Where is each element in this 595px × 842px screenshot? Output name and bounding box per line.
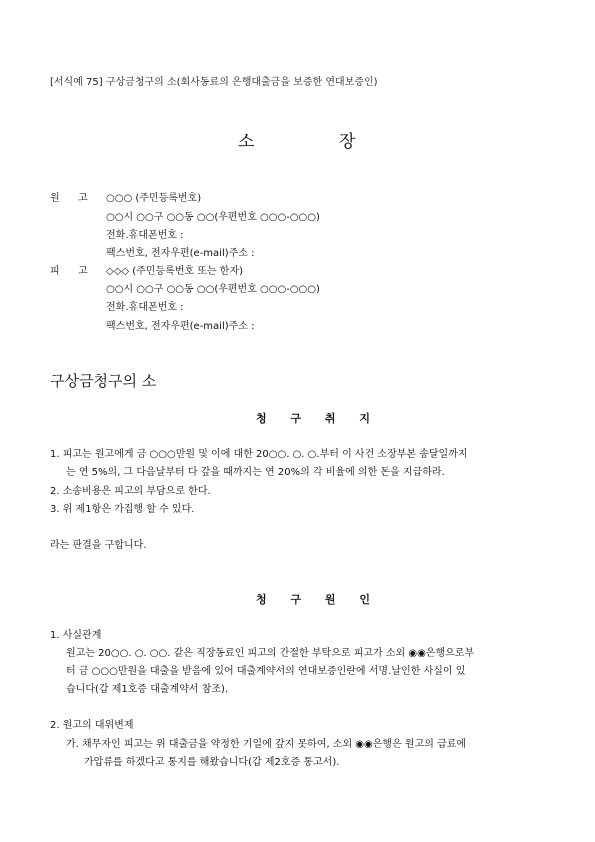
plaintiff-role-char-1: 원: [50, 193, 60, 204]
claim-cause-heading: 청 구 원 인: [256, 593, 380, 606]
claim-purpose-item-3: 3. 위 제1항은 가집행 할 수 있다.: [50, 504, 195, 515]
defendant-phone: 전화․휴대폰번호 :: [106, 302, 184, 313]
plaintiff-fax-email: 팩스번호, 전자우편(e-mail)주소 :: [106, 248, 255, 259]
document-title-char-2: 장: [339, 132, 356, 152]
defendant-role-char-1: 피: [50, 266, 60, 277]
plaintiff-phone: 전화․휴대폰번호 :: [106, 230, 184, 241]
defendant-fax-email: 팩스번호, 전자우편(e-mail)주소 :: [106, 321, 255, 332]
case-title: 구상금청구의 소: [50, 372, 157, 390]
claim-purpose-item-2: 2. 소송비용은 피고의 부담으로 한다.: [50, 486, 211, 497]
plaintiff-role-char-2: 고: [78, 193, 88, 204]
claim-cause-section-1-title: 1. 사실관계: [50, 630, 102, 641]
claim-purpose-heading: 청 구 취 지: [256, 412, 380, 425]
claim-cause-section-1-line-3: 습니다(갑 제1호증 대출계약서 참조).: [66, 684, 229, 695]
claim-purpose-item-1-line-2: 는 연 5%의, 그 다음날부터 다 갚을 때까지는 연 20%의 각 비율에 의한 돈을 지급하라.: [66, 467, 445, 478]
judgment-request: 라는 판결을 구합니다.: [50, 540, 147, 551]
form-label: [서식예 75] 구상금청구의 소(회사동료의 은행대출금을 보증한 연대보증인): [50, 77, 378, 88]
plaintiff-address: ○○시 ○○구 ○○동 ○○(우편번호 ○○○-○○○): [106, 212, 320, 223]
defendant-address: ○○시 ○○구 ○○동 ○○(우편번호 ○○○-○○○): [106, 284, 320, 295]
claim-cause-section-1-line-2: 터 금 ○○○만원을 대출을 받음에 있어 대출계약서의 연대보증인란에 서명․날인한 사실이 있: [66, 666, 466, 677]
claim-cause-section-1-line-1: 원고는 20○○. ○. ○○. 같은 직장동료인 피고의 간절한 부탁으로 피고가 소외 ◉◉은행으로부: [66, 648, 475, 659]
claim-purpose-item-1-line-1: 1. 피고는 원고에게 금 ○○○만원 및 이에 대한 20○○. ○. ○.부터 이 사건 소장부본 송달일까지: [50, 449, 468, 460]
claim-cause-section-2-line-2: 가압류를 하겠다고 통지를 해왔습니다(갑 제2호증 통고서).: [84, 757, 340, 768]
document-title-char-1: 소: [238, 132, 255, 152]
plaintiff-name: ○○○ (주민등록번호): [106, 193, 202, 204]
defendant-name: ◇◇◇ (주민등록번호 또는 한자): [106, 266, 244, 277]
claim-cause-section-2-title: 2. 원고의 대위변제: [50, 720, 134, 731]
claim-cause-section-2-line-1: 가. 채무자인 피고는 위 대출금을 약정한 기일에 갚지 못하여, 소외 ◉◉은행은 원고의 급료에: [66, 739, 467, 750]
defendant-role-char-2: 고: [78, 266, 88, 277]
